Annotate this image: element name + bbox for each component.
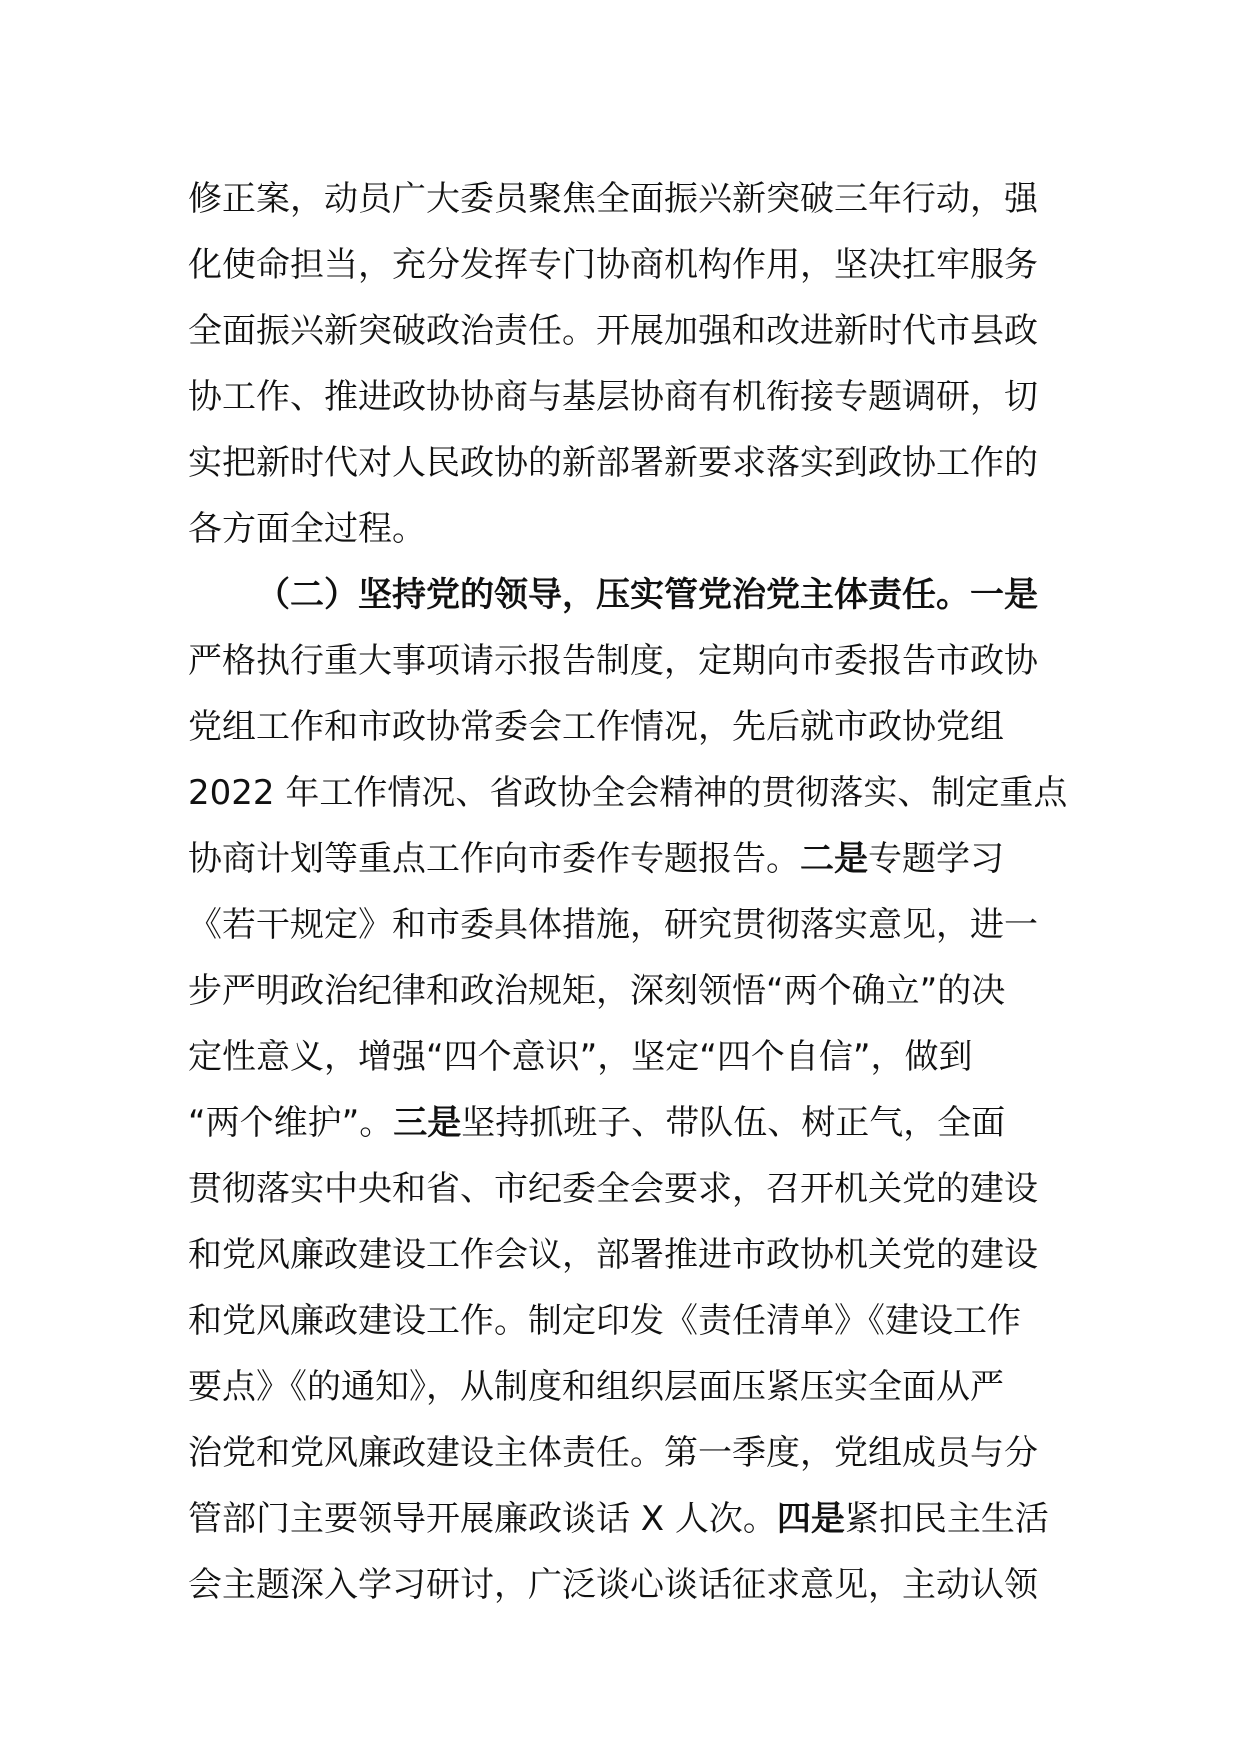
text-segment: 坚持抓班子、带队伍、树正气，全面 <box>461 1103 1006 1143</box>
text-line <box>188 1090 1058 1156</box>
text-line <box>188 166 1058 232</box>
text-segment: 专题学习 <box>868 839 1004 879</box>
text-segment: 各方面全过程。 <box>188 509 426 549</box>
text-segment: “两个维护”。 <box>188 1103 394 1143</box>
text-segment: 紧扣民主生活 <box>844 1499 1049 1539</box>
bold-text-segment: 三是 <box>393 1103 462 1143</box>
text-line <box>188 1288 1058 1354</box>
text-line <box>188 1354 1058 1420</box>
text-line <box>188 694 1058 760</box>
text-segment: 步严明政治纪律和政治规矩，深刻领悟“两个确立”的决 <box>188 971 1006 1011</box>
text-line <box>188 1552 1058 1618</box>
text-line <box>188 1420 1058 1486</box>
text-segment: 党组工作和市政协常委会工作情况，先后就市政协党组 <box>188 707 1004 747</box>
text-line <box>188 958 1058 1024</box>
bold-text-segment: 四是 <box>776 1499 845 1539</box>
text-segment: 会主题深入学习研讨，广泛谈心谈话征求意见，主动认领 <box>188 1565 1038 1605</box>
bold-text-segment: （二）坚持党的领导，压实管党治党主体责任。一是 <box>256 575 1038 615</box>
text-line <box>188 430 1058 496</box>
text-segment: 要点》《的通知》，从制度和组织层面压紧压实全面从严 <box>188 1367 1004 1407</box>
text-line <box>188 892 1058 958</box>
text-line <box>188 1024 1058 1090</box>
text-segment: 实把新时代对人民政协的新部署新要求落实到政协工作的 <box>188 443 1038 483</box>
text-line <box>188 298 1058 364</box>
text-line <box>188 232 1058 298</box>
text-line <box>188 1156 1058 1222</box>
text-line <box>188 562 1058 628</box>
text-segment: 协商计划等重点工作向市委作专题报告。 <box>188 839 800 879</box>
text-segment: 全面振兴新突破政治责任。开展加强和改进新时代市县政 <box>188 311 1038 351</box>
text-line <box>188 1222 1058 1288</box>
text-line <box>188 628 1058 694</box>
text-segment: 严格执行重大事项请示报告制度，定期向市委报告市政协 <box>188 641 1038 681</box>
document-body <box>188 166 1068 1618</box>
text-segment: 治党和党风廉政建设主体责任。第一季度，党组成员与分 <box>188 1433 1038 1473</box>
text-segment: 2022 年工作情况、省政协全会精神的贯彻落实、制定重点 <box>188 773 1068 813</box>
text-segment: 和党风廉政建设工作。制定印发《责任清单》《建设工作 <box>188 1301 1021 1341</box>
text-line <box>188 1486 1058 1552</box>
text-line <box>188 364 1058 430</box>
text-line <box>188 760 1068 826</box>
text-segment: 《若干规定》和市委具体措施，研究贯彻落实意见，进一 <box>188 905 1038 945</box>
bold-text-segment: 二是 <box>800 839 868 879</box>
text-segment: 化使命担当，充分发挥专门协商机构作用，坚决扛牢服务 <box>188 245 1038 285</box>
text-segment: 定性意义，增强“四个意识”，坚定“四个自信”，做到 <box>188 1037 973 1077</box>
text-segment: 管部门主要领导开展廉政谈话 X 人次。 <box>188 1499 777 1539</box>
text-segment: 协工作、推进政协协商与基层协商有机衔接专题调研，切 <box>188 377 1038 417</box>
text-segment: 修正案，动员广大委员聚焦全面振兴新突破三年行动，强 <box>188 179 1038 219</box>
text-line <box>188 496 1058 562</box>
text-line <box>188 826 1058 892</box>
text-segment: 和党风廉政建设工作会议，部署推进市政协机关党的建设 <box>188 1235 1038 1275</box>
text-segment: 贯彻落实中央和省、市纪委全会要求，召开机关党的建设 <box>188 1169 1038 1209</box>
